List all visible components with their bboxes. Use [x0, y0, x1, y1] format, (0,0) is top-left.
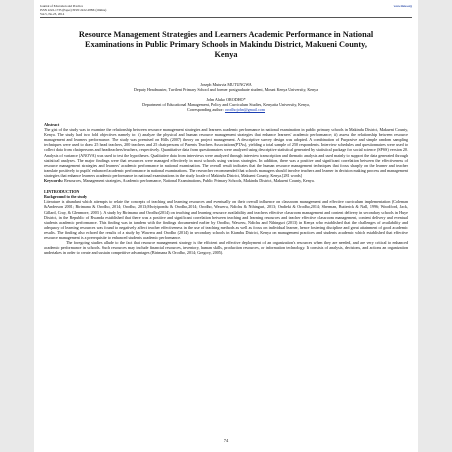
page-number: 74: [223, 438, 229, 443]
author-1-affiliation: Deputy Headmaster, Tuvileni Primary School and former postgraduate student, Mount Kenya University, Kenya: [133, 87, 319, 92]
introduction-heading: I.INTRODUCTION: [44, 189, 80, 195]
background-subheading: Background to the study: [44, 194, 88, 200]
intro-paragraph-1: Literature is abundant which attempts to relate the concepts of teaching and learning resources and eventually on their overall influence on classroom management and effective curriculum implementation (Coleman &Anderson 2001; Birimana & Orodho, 2014; Orodho, 2013;Mwiyipondu & Orodho,2014; Orodho, Waweru, Ndichu & Nthinguri, 2013; Ondieki & Orodho,2014; Sherman, Butterick & Nall, 1996; Woodford, Jack, Gillard, Cray, & Glenmore, 2003 ). A study by Birimana and Orodho(2014) on teaching and learning resource availability and teachers effective classroom management and content delivery in secondary schools in Huye District, in the Republic of Rwanda established that there was a positive and significant correlation between teaching and learning resources and teacher effective classroom management, content delivery and eventual students academic performance. This finding was in tandem with the findings documented earlier by Orodho, Waweru, Ndichu and Nthinguri (2013) in Kenya who established that the challenges of availability and adequacy of learning resources was found to negatively affect teacher effectiveness in the use of teaching methods as well as focus on individual learner, hence fostering discipline and great attainment of good academic results. The finding also echoed the results of a study by Waweru and Orodho (2014) in secondary schools in Kiambu District, Kenya on management practices and students academic which established that effective resource management is a prerequisite to enhanced students academic performance.: [44, 199, 408, 240]
journal-issn: ISSN 2222-1735 (Paper) ISSN 2222-288X (Online): [40, 8, 107, 12]
paper-page: [34, 0, 418, 452]
paper-title: Resource Management Strategies and Learners Academic Performance in National Examinations in Public Primary Schools in Makindu District, Makueni County, Kenya: [78, 30, 374, 59]
abstract-heading: Abstract: [44, 122, 60, 127]
intro-paragraph-2: The foregoing studies allude to the fact that resource management strategy is the efficient and effective deployment of an organization's resources when they are needed, and are very critical to enhanced academic performance in schools. Such resources may include financial resources, inventory, human skills, production resources, or information technology. It consists of analysis, decisions, and actions an organization undertakes in order to create and sustain competitive advantages (Birimana & Orodho, 2014; Gregory, 2005).: [44, 240, 408, 256]
keywords-label: Keywords:: [44, 178, 64, 184]
corresponding-email-link[interactable]: orodhojohn@gmail.com: [224, 107, 266, 112]
journal-site-link[interactable]: www.iiste.org: [393, 4, 412, 8]
header-divider: [40, 17, 412, 18]
journal-info: [40, 4, 106, 16]
author-block: [44, 82, 408, 112]
journal-volume: Vol.5, No.23, 2014: [40, 12, 65, 16]
abstract-section: [44, 122, 408, 255]
corresponding-line: Corresponding author: orodhojohn@gmail.com: [186, 107, 266, 112]
journal-name: Journal of Education and Practice: [40, 4, 84, 8]
keywords-text: Resources, Management strategies, Academic performance, National Examinations, Public Primary Schools, Makindu District, Makueni County, Kenya.: [64, 178, 315, 184]
author-1-name: Joseph Mutuvia MUTUNGWA: [200, 82, 252, 87]
corresponding-label: Corresponding author: [186, 107, 223, 112]
abstract-text: The gist of the study was to examine the relationship between resource management strategies and learners academic performance in national examination in public primary schools in Makindu District, Makueni County, Kenya. The study had two fold objectives namely to: i) analyze the physical and human resource management strategies that enhance learners' academic performance; ii) assess the relationship between resource management and learners performance. The study was premised on Hills (2007) theory on project management. A descriptive survey design was adopted. A combination of Purposive and simple random sampling techniques were used to draw 25 head teachers, 200 teachers and 25 chairpersons of Parents Teachers Associations(PTAs), yielding a total sample of 250 respondents. Interview schedules and questionnaires were used to collect data from chairpersons and headteachers/teachers, respectively. Quantitative data from questionnaires were analyzed using descriptive statistical generated by statistical package for social science (SPSS) version 20. Analysis of variance (ANOVA) was used to test the hypotheses. Qualitative data from interviews were analyzed through interview transcription and thematic analysis and used mainly to support the data generated through statistical analyses. The major findings were that resources were managed effectively in most schools using various strategies. In addition, there was a positive and significant correlation between the effectiveness of resource management strategies and learners' academic performance in national examination. The overall result indicates that the human resource management techniques that focus sharply on the learner and teacher translate positively to pupils' enhanced academic performance in national examinations. The researcher recommended that schools managers should involve teachers and learner in decision making process and management strategies that enhance learners academic performance in national examinations in the study locale of Makindu District, Makueni County, Kenya.[281 words]: [44, 127, 408, 178]
author-2-affiliation: Department of Educational Management, Policy and Curriculum Studies, Kenyatta University, Kenya,: [142, 102, 310, 107]
author-2-name: John Aluko ORODHO*: [206, 97, 246, 102]
